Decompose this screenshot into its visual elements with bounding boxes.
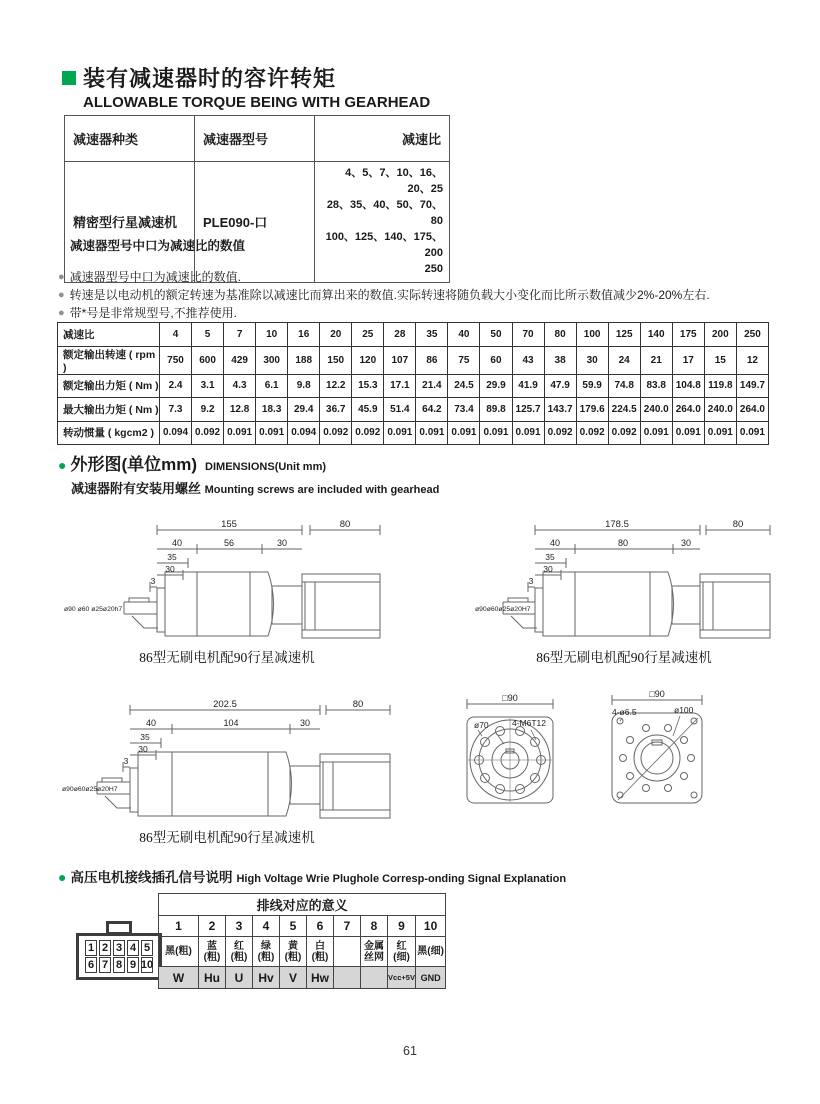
spec-value-cell: 0.092: [320, 421, 352, 445]
spec-value-cell: 0.091: [640, 421, 672, 445]
dim-dia-100: ø100: [674, 705, 694, 715]
dim-diameters: ø90 ø60 ø25ø20h7: [64, 606, 123, 613]
spec-value-cell: 80: [544, 323, 576, 347]
page-subtitle: ALLOWABLE TORQUE BEING WITH GEARHEAD: [83, 94, 431, 111]
note-item: [58, 268, 710, 286]
page-title-block: [62, 62, 430, 111]
wire-color-cell: 黄(粗): [280, 937, 307, 967]
signal-section-heading: [58, 866, 566, 886]
spec-value-cell: 83.8: [640, 374, 672, 398]
green-bullet-icon: ●: [58, 457, 67, 473]
wire-color-cell: 蓝(粗): [199, 937, 226, 967]
dim-seg2: 80: [617, 538, 629, 548]
spec-value-cell: 2.4: [160, 374, 192, 398]
spec-row-label: 额定输出转速 ( rpm ): [58, 346, 160, 374]
spec-table-row: [58, 346, 769, 374]
spec-table-row: [58, 398, 769, 422]
spec-table-row: [58, 421, 769, 445]
spec-value-cell: 150: [320, 346, 352, 374]
spec-value-cell: 0.091: [704, 421, 736, 445]
wire-color-cell: 黑(粗): [159, 937, 199, 967]
wire-color-cell: 黑(细): [416, 937, 446, 967]
signal-name-cell: [361, 967, 388, 989]
dim-seg3: 30: [276, 538, 288, 548]
pin-number-cell: 3: [226, 916, 253, 937]
col-header-model: 减速器型号: [195, 116, 315, 162]
dim-seg2: 56: [223, 538, 235, 548]
spec-value-cell: 5: [192, 323, 224, 347]
notes-list: [58, 268, 710, 322]
signal-heading-en: High Voltage Wrie Plughole Corresp-onding Signal Explanation: [236, 873, 567, 885]
page-title: 装有减速器时的容许转矩: [83, 66, 337, 91]
spec-value-cell: 0.094: [160, 421, 192, 445]
drawing-caption: 86型无刷电机配90行星减速机: [139, 650, 315, 665]
spec-row-label: 转动惯量 ( kgcm2 ): [58, 421, 160, 445]
dim-total: 178.5: [605, 519, 629, 530]
spec-value-cell: 9.8: [288, 374, 320, 398]
spec-value-cell: 3.1: [192, 374, 224, 398]
spec-value-cell: 0.091: [448, 421, 480, 445]
spec-value-cell: 119.8: [704, 374, 736, 398]
connector-row-2: [81, 957, 157, 973]
spec-value-cell: 149.7: [736, 374, 768, 398]
connector-diagram: [76, 921, 162, 980]
spec-table-wrap: [57, 322, 769, 445]
wire-color-cell: 绿(粗): [253, 937, 280, 967]
spec-value-cell: 12.2: [320, 374, 352, 398]
spec-value-cell: 0.092: [576, 421, 608, 445]
note-text: 转速是以电动机的额定转速为基准除以减速比而算出来的数值.实际转速将随负载大小变化而比所示数值减少2%-20%左右.: [69, 288, 710, 302]
spec-value-cell: 429: [224, 346, 256, 374]
spec-value-cell: 143.7: [544, 398, 576, 422]
signal-name-cell: Vcc+5V: [388, 967, 416, 989]
connector-clip: [106, 921, 132, 935]
spec-value-cell: 43: [512, 346, 544, 374]
spec-table-body: [58, 323, 769, 445]
dim-seg1: 40: [145, 718, 157, 728]
col-header-ratio: 减速比: [315, 116, 450, 162]
spec-value-cell: 12.8: [224, 398, 256, 422]
gearhead-data-row: [65, 162, 450, 283]
spec-value-cell: 175: [672, 323, 704, 347]
ratios-line: 28、35、40、50、70、80: [326, 198, 443, 227]
spec-value-cell: 264.0: [736, 398, 768, 422]
spec-value-cell: 41.9: [512, 374, 544, 398]
spec-value-cell: 15.3: [352, 374, 384, 398]
front-views-svg: [452, 678, 720, 813]
spec-value-cell: 300: [256, 346, 288, 374]
spec-value-cell: 250: [736, 323, 768, 347]
signal-table-wrap: [158, 893, 446, 989]
spec-value-cell: 0.091: [672, 421, 704, 445]
wire-color-cell: 金属丝网: [361, 937, 388, 967]
dimensions-title-cn: 外形图(单位mm): [70, 455, 198, 474]
signal-row-signals: [159, 967, 446, 989]
wire-color-cell: [334, 937, 361, 967]
spec-value-cell: 50: [480, 323, 512, 347]
label-holes-right: 4-ø6.5: [612, 707, 637, 717]
technical-drawing-side-2: [475, 516, 773, 666]
spec-value-cell: 0.091: [256, 421, 288, 445]
dimensions-heading: [58, 450, 439, 497]
dim-dia-70: ø70: [474, 720, 489, 730]
signal-row-colors: [159, 937, 446, 967]
signal-name-cell: W: [159, 967, 199, 989]
connector-row-1: [81, 940, 157, 956]
wire-color-cell: 红(细): [388, 937, 416, 967]
spec-value-cell: 60: [480, 346, 512, 374]
dim-35: 35: [545, 552, 555, 562]
connector-pin: 4: [127, 940, 139, 956]
pin-number-cell: 1: [159, 916, 199, 937]
signal-table-title: 排线对应的意义: [159, 894, 446, 916]
drawing-caption: 86型无刷电机配90行星减速机: [536, 650, 712, 665]
spec-value-cell: 70: [512, 323, 544, 347]
note-text: 减速器型号中口为减速比的数值.: [69, 270, 241, 284]
col-header-type: 减速器种类: [65, 116, 195, 162]
spec-value-cell: 0.092: [352, 421, 384, 445]
side-drawing-3-svg: [62, 696, 392, 820]
spec-value-cell: 17.1: [384, 374, 416, 398]
connector-pin: 8: [113, 957, 125, 973]
signal-name-cell: Hu: [199, 967, 226, 989]
spec-value-cell: 0.092: [544, 421, 576, 445]
dim-seg3: 30: [299, 718, 311, 728]
signal-name-cell: [334, 967, 361, 989]
dim-3: 3: [150, 576, 156, 586]
pin-number-cell: 5: [280, 916, 307, 937]
spec-value-cell: 107: [384, 346, 416, 374]
spec-value-cell: 7.3: [160, 398, 192, 422]
spec-table-row: [58, 323, 769, 347]
spec-table: [57, 322, 769, 445]
gearhead-type-table: [64, 115, 450, 283]
spec-value-cell: 38: [544, 346, 576, 374]
spec-value-cell: 21: [640, 346, 672, 374]
bullet-icon: ●: [58, 307, 65, 319]
connector-pin: 10: [140, 959, 154, 971]
ratios-line: 100、125、140、175、200: [325, 230, 443, 259]
pin-number-cell: 2: [199, 916, 226, 937]
dim-3: 3: [123, 756, 129, 766]
pin-number-cell: 4: [253, 916, 280, 937]
dim-30: 30: [138, 744, 148, 754]
pin-number-cell: 6: [307, 916, 334, 937]
dim-diameters: ø90ø60ø25ø20H7: [62, 786, 118, 793]
drawing-caption: 86型无刷电机配90行星减速机: [139, 830, 315, 845]
dim-seg2: 104: [223, 718, 239, 728]
spec-value-cell: 30: [576, 346, 608, 374]
dim-seg1: 40: [171, 538, 183, 548]
spec-value-cell: 4.3: [224, 374, 256, 398]
spec-value-cell: 35: [416, 323, 448, 347]
dim-motor: 80: [732, 519, 744, 530]
label-bolts-left: 4-M6T12: [512, 718, 547, 728]
spec-value-cell: 51.4: [384, 398, 416, 422]
spec-value-cell: 47.9: [544, 374, 576, 398]
spec-value-cell: 59.9: [576, 374, 608, 398]
gearhead-table-footnote: 减速器型号中口为减速比的数值: [70, 239, 246, 253]
gearhead-model-cell: PLE090-口: [195, 162, 315, 283]
signal-name-cell: Hw: [307, 967, 334, 989]
signal-name-cell: Hv: [253, 967, 280, 989]
dim-diameters: ø90ø60ø25ø20H7: [475, 606, 531, 613]
bullet-icon: ●: [58, 271, 65, 283]
connector-pin: 6: [85, 957, 97, 973]
spec-value-cell: 24.5: [448, 374, 480, 398]
spec-value-cell: 600: [192, 346, 224, 374]
spec-value-cell: 29.9: [480, 374, 512, 398]
dim-35: 35: [140, 732, 150, 742]
technical-drawing-side-3: [62, 696, 392, 846]
dim-total: 202.5: [213, 699, 237, 710]
spec-value-cell: 104.8: [672, 374, 704, 398]
dim-motor: 80: [339, 519, 351, 530]
spec-value-cell: 0.091: [224, 421, 256, 445]
dimensions-title-en: DIMENSIONS(Unit mm): [205, 461, 327, 473]
spec-value-cell: 86: [416, 346, 448, 374]
signal-table: [158, 893, 446, 989]
spec-value-cell: 29.4: [288, 398, 320, 422]
dimensions-subtitle-cn: 减速器附有安装用螺丝: [71, 481, 202, 496]
spec-value-cell: 74.8: [608, 374, 640, 398]
gearhead-header-row: [65, 116, 450, 162]
connector-pin: 3: [113, 940, 125, 956]
dim-seg3: 30: [680, 538, 692, 548]
spec-value-cell: 45.9: [352, 398, 384, 422]
technical-drawing-front-views: [452, 678, 720, 813]
signal-name-cell: U: [226, 967, 253, 989]
spec-value-cell: 0.091: [512, 421, 544, 445]
signal-heading-cn: 高压电机接线插孔信号说明: [70, 870, 233, 885]
gearhead-ratios-cell: [315, 162, 450, 283]
signal-name-cell: V: [280, 967, 307, 989]
pin-number-cell: 8: [361, 916, 388, 937]
spec-value-cell: 40: [448, 323, 480, 347]
spec-value-cell: 9.2: [192, 398, 224, 422]
spec-value-cell: 28: [384, 323, 416, 347]
side-drawing-1-svg: [62, 516, 392, 640]
green-square-bullet: [62, 71, 76, 85]
connector-pin: 9: [127, 957, 139, 973]
dim-total: 155: [221, 519, 237, 530]
signal-row-numbers: [159, 916, 446, 937]
connector-pin: 5: [141, 940, 153, 956]
gearhead-type-cell: 精密型行星减速机: [65, 162, 195, 283]
spec-value-cell: 20: [320, 323, 352, 347]
spec-value-cell: 125.7: [512, 398, 544, 422]
dim-motor: 80: [352, 699, 364, 710]
dim-3: 3: [528, 576, 534, 586]
spec-value-cell: 188: [288, 346, 320, 374]
dim-30: 30: [543, 564, 553, 574]
spec-value-cell: 0.091: [416, 421, 448, 445]
spec-value-cell: 17: [672, 346, 704, 374]
dimensions-subtitle-en: Mounting screws are included with gearhead: [204, 484, 440, 496]
spec-value-cell: 24: [608, 346, 640, 374]
spec-value-cell: 89.8: [480, 398, 512, 422]
signal-name-cell: GND: [416, 967, 446, 989]
spec-value-cell: 0.094: [288, 421, 320, 445]
note-text: 带*号是非常规型号,不推荐使用.: [69, 306, 237, 320]
connector-pin: 7: [99, 957, 111, 973]
spec-value-cell: 64.2: [416, 398, 448, 422]
spec-value-cell: 21.4: [416, 374, 448, 398]
technical-drawing-side-1: [62, 516, 392, 666]
spec-value-cell: 4: [160, 323, 192, 347]
spec-value-cell: 120: [352, 346, 384, 374]
spec-value-cell: 16: [288, 323, 320, 347]
spec-value-cell: 140: [640, 323, 672, 347]
spec-value-cell: 0.092: [192, 421, 224, 445]
dim-seg1: 40: [549, 538, 561, 548]
spec-value-cell: 36.7: [320, 398, 352, 422]
spec-value-cell: 179.6: [576, 398, 608, 422]
spec-value-cell: 264.0: [672, 398, 704, 422]
spec-value-cell: 240.0: [704, 398, 736, 422]
side-drawing-2-svg: [475, 516, 773, 640]
page-number: 61: [403, 1044, 417, 1058]
pin-number-cell: 9: [388, 916, 416, 937]
ratios-line: 250: [424, 262, 443, 275]
spec-value-cell: 0.091: [736, 421, 768, 445]
spec-value-cell: 75: [448, 346, 480, 374]
spec-value-cell: 15: [704, 346, 736, 374]
green-bullet-icon: ●: [58, 869, 67, 885]
spec-row-label: 最大输出力矩 ( Nm ): [58, 398, 160, 422]
spec-value-cell: 100: [576, 323, 608, 347]
spec-value-cell: 73.4: [448, 398, 480, 422]
spec-value-cell: 200: [704, 323, 736, 347]
spec-value-cell: 0.091: [480, 421, 512, 445]
dim-square-left: □90: [502, 693, 518, 703]
dim-square-right: □90: [649, 689, 665, 699]
spec-value-cell: 12: [736, 346, 768, 374]
ratios-line: 4、5、7、10、16、20、25: [345, 167, 443, 195]
spec-value-cell: 0.091: [384, 421, 416, 445]
spec-value-cell: 10: [256, 323, 288, 347]
signal-table-title-row: [159, 894, 446, 916]
spec-value-cell: 6.1: [256, 374, 288, 398]
spec-value-cell: 240.0: [640, 398, 672, 422]
pin-number-cell: 10: [416, 916, 446, 937]
dim-30: 30: [165, 564, 175, 574]
connector-pin: 2: [99, 940, 111, 956]
note-item: [58, 286, 710, 304]
spec-value-cell: 0.092: [608, 421, 640, 445]
spec-row-label: 减速比: [58, 323, 160, 347]
spec-value-cell: 224.5: [608, 398, 640, 422]
spec-table-row: [58, 374, 769, 398]
bullet-icon: ●: [58, 289, 65, 301]
wire-color-cell: 白(粗): [307, 937, 334, 967]
connector-pin: 1: [85, 940, 97, 956]
connector-body: [76, 933, 162, 980]
spec-value-cell: 7: [224, 323, 256, 347]
spec-value-cell: 750: [160, 346, 192, 374]
spec-value-cell: 25: [352, 323, 384, 347]
pin-number-cell: 7: [334, 916, 361, 937]
spec-value-cell: 125: [608, 323, 640, 347]
note-item: [58, 304, 710, 322]
spec-value-cell: 18.3: [256, 398, 288, 422]
wire-color-cell: 红(粗): [226, 937, 253, 967]
spec-row-label: 额定输出力矩 ( Nm ): [58, 374, 160, 398]
dim-35: 35: [167, 552, 177, 562]
